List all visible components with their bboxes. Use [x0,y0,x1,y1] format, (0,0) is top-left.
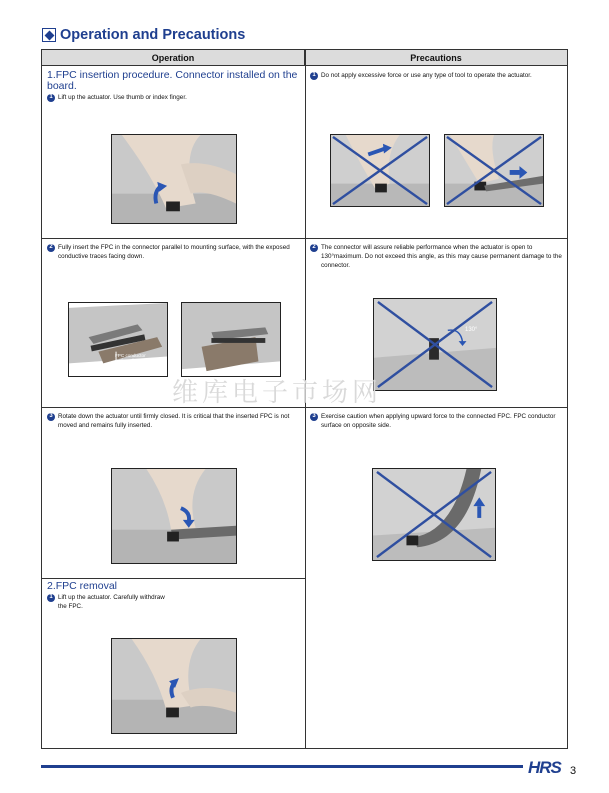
precaution-step-3 [310,412,562,430]
upward-force-photo [372,468,496,561]
fpc-conductor-label: FPC conductor surface (bottom side) [115,353,159,363]
rotate-down-photo [111,468,237,564]
step-number-badge: 3 [310,413,318,421]
fpc-removal-heading: 2.FPC removal [47,580,118,592]
step-number-badge: 2 [310,244,318,252]
excessive-force-photo [330,134,430,207]
step-number-badge: 1 [47,594,55,602]
angle-limit-photo [373,298,497,391]
footer-rule [41,765,523,768]
step-text: The connector will assure reliable performance when the actuator is open to 130°maximum. Do not exceed this angle, as this may cause permanent damage to the connector. [321,244,562,269]
precaution-row-2 [310,243,562,270]
section-title [42,26,245,44]
precaution-row-3 [310,412,562,430]
step-text: Exercise caution when applying upward force to the connected FPC. FPC conductor surface on opposite side. [321,413,556,429]
hrs-logo: HRS [528,758,561,777]
step-text: Fully insert the FPC in the connector parallel to mounting surface, with the exposed conductive traces facing down. [58,244,290,260]
column-header-operation: Operation [42,50,305,66]
fpc-insertion-heading: 1.FPC insertion procedure. Connector installed on the board. [47,69,298,92]
step-text: Lift up the actuator. Use thumb or index finger. [58,94,187,101]
operation-row-2 [47,243,301,261]
step-number-badge: 1 [47,94,55,102]
operation-row-3 [47,412,301,430]
watermark: 维库电子市场网 [172,378,383,408]
section-title-text: Operation and Precautions [60,27,246,43]
row-divider [42,578,305,579]
step-number-badge: 3 [47,413,55,421]
precaution-step-2 [310,243,562,270]
operation-row-1 [47,70,301,102]
step-text: Lift up the actuator. Carefully withdraw the FPC. [58,594,165,610]
column-header-precautions: Precautions [305,50,567,66]
lift-actuator-photo [111,134,237,224]
operation-row-4 [47,581,301,611]
step-text: Do not apply excessive force or use any type of tool to operate the actuator. [321,72,532,79]
diamond-bullet-icon [42,28,56,42]
page-number: 3 [570,765,577,777]
pulling-force-photo [444,134,544,207]
step-number-badge: 1 [310,72,318,80]
row-divider [42,238,567,239]
precaution-row-1 [310,71,562,80]
operation-step-1 [47,93,301,102]
step-number-badge: 2 [47,244,55,252]
angle-label: 130° [465,327,478,333]
operation-step-3 [47,412,301,430]
fpc-insert-photo-1 [68,302,168,377]
precaution-step-1 [310,71,562,80]
fpc-removal-photo [111,638,237,734]
operation-step-2 [47,243,301,261]
fpc-insert-photo-2 [181,302,281,377]
removal-step-1 [47,593,301,611]
step-text: Rotate down the actuator until firmly closed. It is critical that the inserted FPC is not moved and remains fully inserted. [58,413,290,429]
